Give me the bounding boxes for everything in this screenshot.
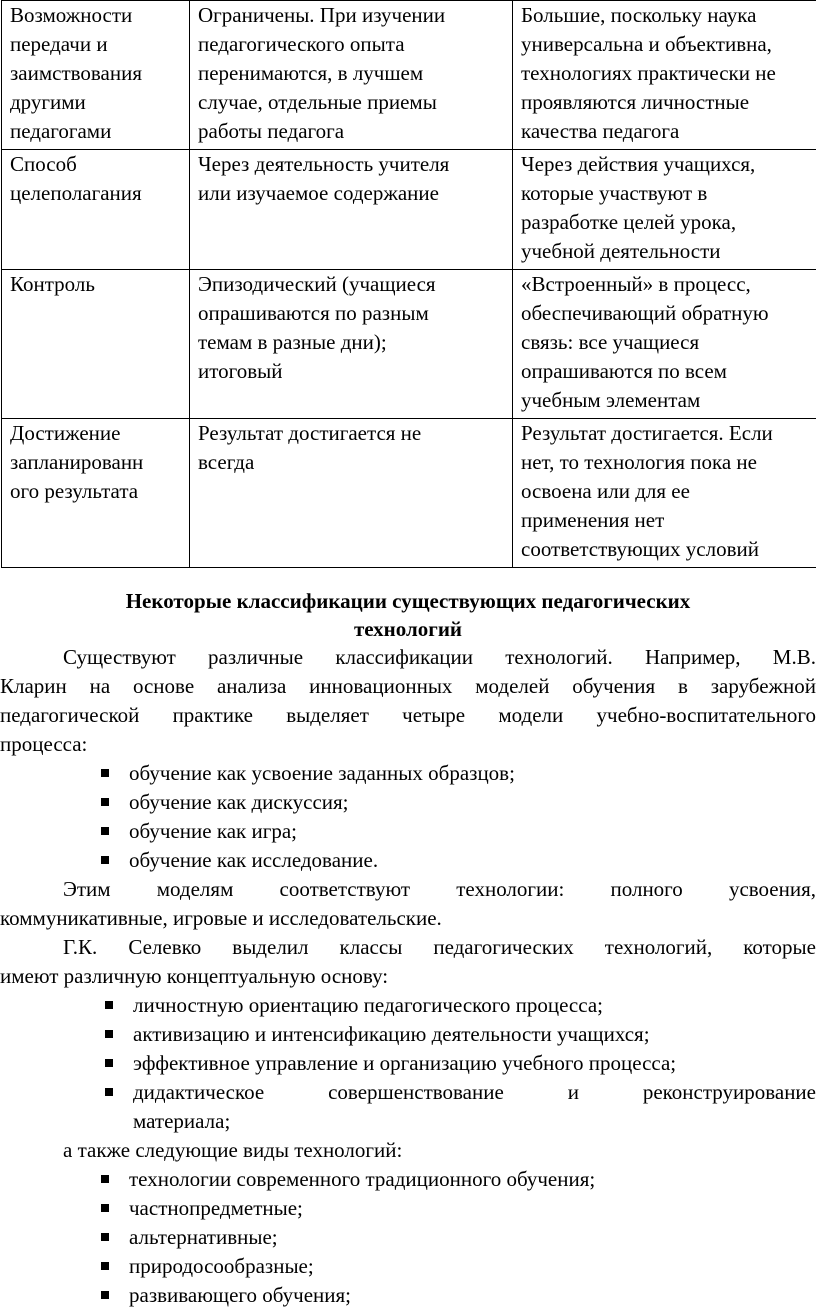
paragraph-line: Кларин на основе анализа инновационных моделей обучения в зарубежной	[0, 674, 816, 698]
heading-line: технологий	[353, 617, 463, 641]
square-bullet-icon	[101, 856, 109, 864]
cell-text: Ограничены. При изучении	[198, 3, 446, 27]
cell-text: связь: все учащиеся	[521, 330, 700, 354]
list-item: обучение как дискуссия;	[99, 788, 515, 817]
cell-text: педагогами	[10, 119, 112, 143]
table-cell	[190, 1, 513, 150]
cell-text: разработке целей урока,	[521, 210, 737, 234]
square-bullet-icon	[105, 1001, 113, 1009]
bullet-list-classes	[103, 991, 816, 1136]
square-bullet-icon	[101, 1175, 109, 1183]
heading-line: Некоторые классификации существующих педагогических	[125, 589, 691, 613]
comparison-table	[1, 0, 816, 568]
cell-text: «Встроенный» в процесс,	[521, 272, 751, 296]
square-bullet-icon	[101, 769, 109, 777]
cell-text: качества педагога	[521, 119, 680, 143]
table-row	[2, 419, 816, 568]
cell-text: учебной деятельности	[521, 239, 721, 263]
table-cell	[513, 1, 816, 150]
paragraph-line: коммуникативные, игровые и исследовательские.	[0, 906, 442, 930]
paragraph-selevko	[0, 933, 816, 991]
cell-text: темам в разные дни);	[198, 330, 387, 354]
square-bullet-icon	[101, 827, 109, 835]
cell-text: запланированн	[10, 450, 144, 474]
cell-text: другими	[10, 90, 86, 114]
list-item: развивающего обучения;	[99, 1281, 595, 1310]
list-item: альтернативные;	[99, 1223, 595, 1252]
cell-text: применения нет	[521, 508, 665, 532]
list-item: эффективное управление и организацию учебного процесса;	[103, 1049, 816, 1078]
cell-text: освоена или для ее	[521, 479, 690, 503]
cell-text: всегда	[198, 450, 255, 474]
bullet-list-models	[99, 759, 515, 875]
cell-text: перенимаются, в лучшем	[198, 61, 424, 85]
cell-text: технологиях практически не	[521, 61, 776, 85]
cell-text: педагогического опыта	[198, 32, 405, 56]
square-bullet-icon	[101, 798, 109, 806]
cell-text: нет, то технология пока не	[521, 450, 757, 474]
section-heading	[0, 587, 816, 643]
table-cell	[2, 150, 190, 270]
square-bullet-icon	[101, 1204, 109, 1212]
list-item: активизацию и интенсификацию деятельности учащихся;	[103, 1020, 816, 1049]
cell-text: учебным элементам	[521, 388, 701, 412]
cell-text: передачи и	[10, 32, 108, 56]
cell-text: универсальна и объективна,	[521, 32, 772, 56]
paragraph-line: педагогической практике выделяет четыре модели учебно-воспитательного	[0, 703, 816, 727]
cell-text: случае, отдельные приемы	[198, 90, 437, 114]
cell-text: Возможности	[10, 3, 133, 27]
table-cell	[190, 270, 513, 419]
table-cell	[190, 150, 513, 270]
cell-text: которые участвуют в	[521, 181, 708, 205]
cell-text: Через действия учащихся,	[521, 152, 756, 176]
cell-text: Через деятельность учителя	[198, 152, 450, 176]
cell-text: проявляются личностные	[521, 90, 750, 114]
square-bullet-icon	[101, 1291, 109, 1299]
table-cell	[190, 419, 513, 568]
cell-text: Эпизодический (учащиеся	[198, 272, 436, 296]
paragraph-line: имеют различную концептуальную основу:	[0, 964, 389, 988]
square-bullet-icon	[105, 1088, 113, 1096]
table-cell	[513, 270, 816, 419]
paragraph-types	[0, 1136, 816, 1165]
paragraph-line: Г.К. Селевко выделил классы педагогических технологий, которые	[63, 935, 816, 959]
list-item: обучение как исследование.	[99, 846, 515, 875]
cell-text: обеспечивающий обратную	[521, 301, 769, 325]
list-item-continuation: материала;	[133, 1109, 231, 1133]
paragraph-line: Этим моделям соответствуют технологии: полного усвоения,	[63, 877, 816, 901]
paragraph-klarin	[0, 643, 816, 759]
table-row	[2, 150, 816, 270]
list-item: обучение как игра;	[99, 817, 515, 846]
table-cell	[2, 419, 190, 568]
cell-text: ого результата	[10, 479, 139, 503]
cell-text: соответствующих условий	[521, 537, 760, 561]
square-bullet-icon	[105, 1030, 113, 1038]
table-row	[2, 1, 816, 150]
square-bullet-icon	[105, 1059, 113, 1067]
list-item: обучение как усвоение заданных образцов;	[99, 759, 515, 788]
table-cell	[513, 150, 816, 270]
cell-text: опрашиваются по разным	[198, 301, 429, 325]
cell-text: Способ	[10, 152, 77, 176]
cell-text: заимствования	[10, 61, 143, 85]
bullet-list-types	[99, 1165, 595, 1310]
paragraph-line: процесса:	[0, 732, 88, 756]
list-item: частнопредметные;	[99, 1194, 595, 1223]
list-item: личностную ориентацию педагогического процесса;	[103, 991, 816, 1020]
cell-text: целеполагания	[10, 181, 142, 205]
cell-text: Результат достигается не	[198, 421, 422, 445]
cell-text: Результат достигается. Если	[521, 421, 773, 445]
cell-text: работы педагога	[198, 119, 345, 143]
paragraph-line: а также следующие виды технологий:	[63, 1138, 403, 1162]
cell-text: Контроль	[10, 272, 95, 296]
list-item: технологии современного традиционного обучения;	[99, 1165, 595, 1194]
cell-text: опрашиваются по всем	[521, 359, 727, 383]
table-cell	[2, 270, 190, 419]
cell-text: Достижение	[10, 421, 121, 445]
paragraph-models	[0, 875, 816, 933]
square-bullet-icon	[101, 1262, 109, 1270]
table-cell	[513, 419, 816, 568]
square-bullet-icon	[101, 1233, 109, 1241]
table-row	[2, 270, 816, 419]
cell-text: Большие, поскольку наука	[521, 3, 757, 27]
list-item: природосообразные;	[99, 1252, 595, 1281]
cell-text: итоговый	[198, 359, 283, 383]
cell-text: или изучаемое содержание	[198, 181, 439, 205]
list-item: дидактическое совершенствование и реконструирование	[103, 1078, 816, 1107]
paragraph-line: Существуют различные классификации технологий. Например, М.В.	[63, 645, 816, 669]
table-cell	[2, 1, 190, 150]
